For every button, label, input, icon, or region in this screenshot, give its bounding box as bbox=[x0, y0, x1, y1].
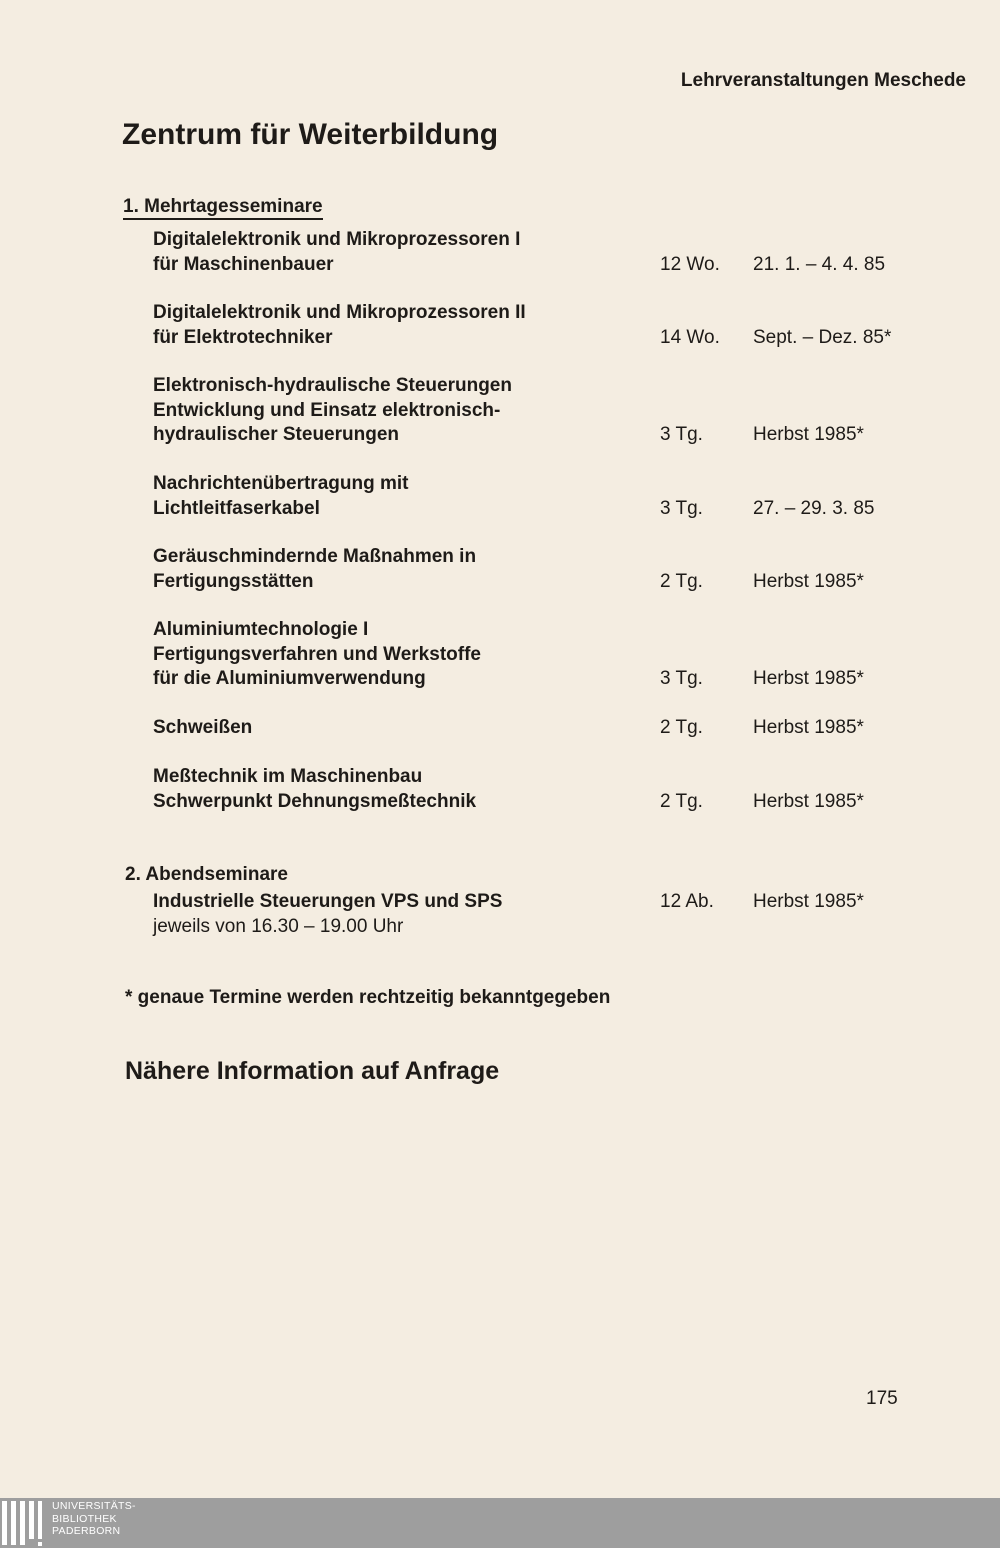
seminar-title-line: Industrielle Steuerungen VPS und SPS bbox=[153, 891, 503, 912]
seminar-duration: 12 Ab. bbox=[660, 891, 714, 912]
seminar-date: Herbst 1985* bbox=[753, 570, 864, 592]
seminar-duration: 2 Tg. bbox=[660, 570, 703, 592]
seminar-title-line: Aluminiumtechnologie I bbox=[153, 619, 369, 640]
logo-text-line: UNIVERSITÄTS- bbox=[52, 1500, 136, 1512]
seminar-date: 27. – 29. 3. 85 bbox=[753, 497, 875, 519]
seminar-title-line: für Elektrotechniker bbox=[153, 326, 333, 348]
seminar-duration: 3 Tg. bbox=[660, 424, 703, 445]
seminar-note: jeweils von 16.30 – 19.00 Uhr bbox=[153, 915, 404, 937]
seminar-duration: 2 Tg. bbox=[660, 717, 703, 738]
seminar-entry bbox=[153, 618, 943, 692]
logo-text-line: BIBLIOTHEK bbox=[52, 1512, 117, 1525]
seminar-date: Herbst 1985* bbox=[753, 717, 864, 738]
seminar-title-line: Digitalelektronik und Mikroprozessoren II bbox=[153, 302, 526, 323]
seminar-title-line: Schweißen bbox=[153, 717, 253, 738]
section-heading-abendseminare: 2. Abendseminare bbox=[125, 864, 288, 885]
seminar-entry bbox=[153, 228, 943, 277]
seminar-date: Sept. – Dez. 85* bbox=[753, 326, 892, 348]
seminar-date: Herbst 1985* bbox=[753, 424, 864, 445]
seminar-title-line: hydraulischer Steuerungen bbox=[153, 424, 400, 445]
seminar-title-line: für Maschinenbauer bbox=[153, 253, 334, 275]
seminar-date: Herbst 1985* bbox=[753, 891, 864, 912]
seminar-title-line: Elektronisch-hydraulische Steuerungen bbox=[153, 375, 512, 396]
seminar-entry bbox=[153, 472, 943, 521]
seminar-entry bbox=[153, 765, 943, 814]
section-heading-mehrtagesseminare: 1. Mehrtagesseminare bbox=[123, 196, 323, 220]
seminar-duration: 3 Tg. bbox=[660, 668, 703, 689]
seminar-duration: 14 Wo. bbox=[660, 326, 720, 348]
seminar-duration: 3 Tg. bbox=[660, 497, 703, 519]
seminar-entry bbox=[153, 545, 943, 594]
seminar-date: 21. 1. – 4. 4. 85 bbox=[753, 253, 886, 275]
seminar-title-line: Fertigungsstätten bbox=[153, 570, 314, 592]
library-logo-text bbox=[52, 1500, 136, 1538]
seminar-title-line: Fertigungsverfahren und Werkstoffe bbox=[153, 643, 481, 665]
library-logo-icon bbox=[0, 1498, 60, 1548]
seminar-date: Herbst 1985* bbox=[753, 790, 864, 812]
seminar-title-line: Digitalelektronik und Mikroprozessoren I bbox=[153, 229, 521, 250]
seminar-title-line: Entwicklung und Einsatz elektronisch- bbox=[153, 399, 501, 421]
seminar-title-line: Lichtleitfaserkabel bbox=[153, 497, 320, 519]
running-head: Lehrveranstaltungen Meschede bbox=[680, 70, 966, 91]
seminar-duration: 2 Tg. bbox=[660, 790, 703, 812]
page-number: 175 bbox=[866, 1388, 898, 1409]
more-info-heading: Nähere Information auf Anfrage bbox=[125, 1057, 500, 1085]
seminar-entry bbox=[153, 374, 943, 448]
logo-text-line: PADERBORN bbox=[52, 1525, 121, 1537]
seminar-title-line: für die Aluminiumverwendung bbox=[153, 668, 426, 689]
seminar-entry bbox=[153, 301, 943, 350]
seminar-duration: 12 Wo. bbox=[660, 253, 720, 275]
page-title: Zentrum für Weiterbildung bbox=[122, 118, 499, 151]
seminar-title-line: Geräuschmindernde Maßnahmen in bbox=[153, 546, 477, 567]
library-footer-bar bbox=[0, 1498, 1000, 1548]
seminar-entry bbox=[153, 716, 943, 741]
seminar-title-line: Nachrichtenübertragung mit bbox=[153, 473, 409, 494]
seminar-entry bbox=[153, 890, 943, 939]
footnote: * genaue Termine werden rechtzeitig bekanntgegeben bbox=[125, 987, 611, 1008]
seminar-title-line: Meßtechnik im Maschinenbau bbox=[153, 766, 423, 787]
seminar-date: Herbst 1985* bbox=[753, 668, 864, 689]
seminar-title-line: Schwerpunkt Dehnungsmeßtechnik bbox=[153, 790, 477, 812]
